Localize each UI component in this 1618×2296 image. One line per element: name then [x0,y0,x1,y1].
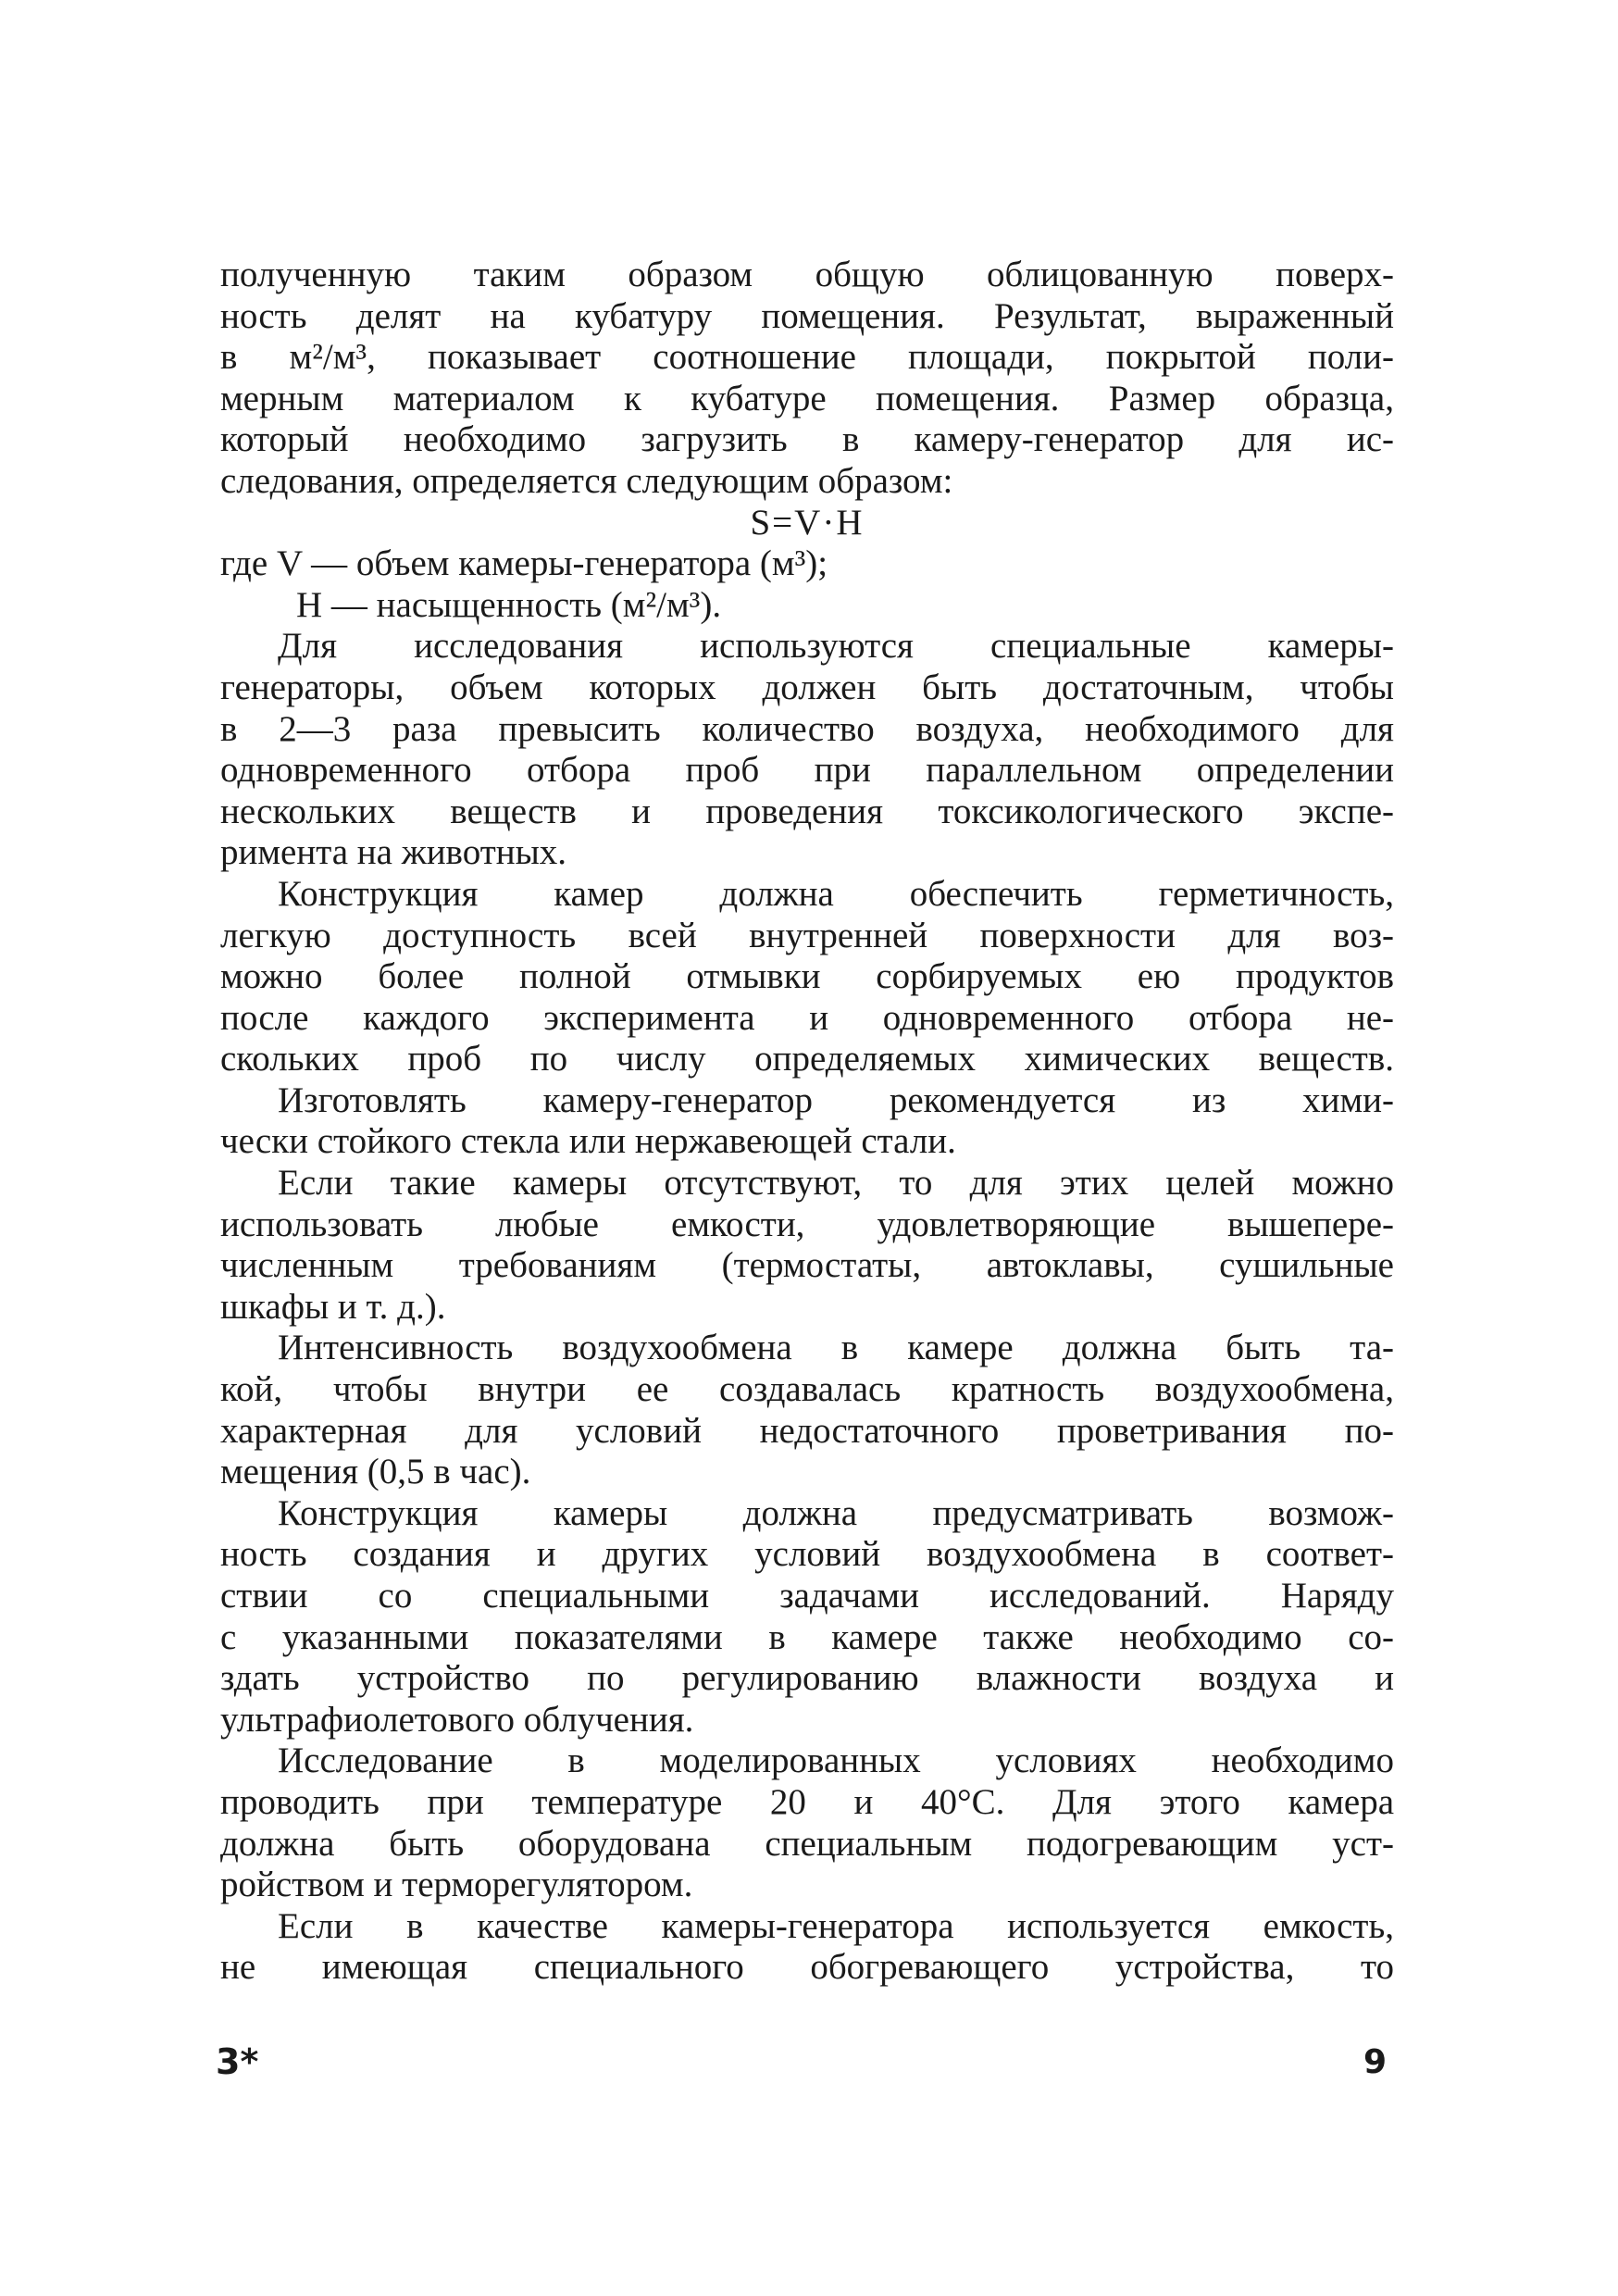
text-line: полученную таким образом общую облицованную поверх- [220,255,1394,294]
text-line: проводить при температуре 20 и 40°С. Для этого камера [220,1781,1394,1822]
text-line: ультрафиолетового облучения. [220,1699,694,1740]
text-line: чески стойкого стекла или нержавеющей стали. [220,1121,956,1162]
text-line: ствии со специальными задачами исследований. Наряду [220,1576,1394,1616]
text-line: одновременного отбора проб при параллельном определении [220,750,1394,791]
text-line: Изготовлять камеру-генератор рекомендуется из хими- [278,1079,1394,1120]
body-text [220,255,1394,1989]
text-line: кой, чтобы внутри ее создавалась кратность воздухообмена, [220,1369,1394,1410]
text-line: римента на животных. [220,832,567,873]
text-line: S=V·H [750,502,865,543]
text-line: Если в качестве камеры-генератора используется емкость, [278,1905,1394,1946]
text-line: Исследование в моделированных условиях необходимо [278,1741,1394,1781]
text-line: где V — объем камеры-генератора (м³); [220,543,828,584]
text-line: который необходимо загрузить в камеру-генератор для ис- [220,419,1394,460]
text-line: можно более полной отмывки сорбируемых ею продуктов [220,956,1394,997]
text-line: ность делят на кубатуру помещения. Результат, выраженный [220,295,1394,336]
text-line: не имеющая специального обогревающего устройства, то [220,1947,1394,1988]
text-line: мерным материалом к кубатуре помещения. Размер образца, [220,378,1394,418]
text-line: с указанными показателями в камере также необходимо со- [220,1616,1394,1657]
text-line: в 2—3 раза превысить количество воздуха, необходимого для [220,708,1394,749]
text-line: после каждого эксперимента и одновременного отбора не- [220,997,1394,1038]
text-line: легкую доступность всей внутренней поверхности для воз- [220,915,1394,955]
text-line: характерная для условий недостаточного проветривания по- [220,1410,1394,1451]
text-line: ность создания и других условий воздухообмена в соответ- [220,1534,1394,1575]
text-line: H — насыщенность (м²/м³). [296,584,722,625]
text-line: должна быть оборудована специальным подогревающим уст- [220,1823,1394,1864]
text-line: Если такие камеры отсутствуют, то для этих целей можно [278,1163,1394,1204]
text-line: здать устройство по регулированию влажности воздуха и [220,1658,1394,1699]
text-line: Конструкция камеры должна предусматривать возмож- [278,1492,1394,1533]
text-line: шкафы и т. д.). [220,1286,446,1327]
text-line: скольких проб по числу определяемых химических веществ. [220,1039,1394,1079]
text-line: мещения (0,5 в час). [220,1452,531,1492]
text-line: генераторы, объем которых должен быть достаточным, чтобы [220,667,1394,707]
printer-signature-mark: 3* [216,2041,259,2082]
text-line: следования, определяется следующим образом: [220,460,953,501]
text-line: численным требованиям (термостаты, автоклавы, сушильные [220,1245,1394,1286]
text-line: Интенсивность воздухообмена в камере должна быть та- [278,1328,1394,1368]
text-line: нескольких веществ и проведения токсикологического экспе- [220,791,1394,831]
page-number: 9 [1363,2043,1388,2081]
text-line: в м²/м³, показывает соотношение площади, покрытой поли- [220,337,1394,378]
text-line: использовать любые емкости, удовлетворяющие вышепере- [220,1204,1394,1244]
text-line: ройством и терморегулятором. [220,1865,693,1905]
text-line: Конструкция камер должна обеспечить герметичность, [278,873,1394,914]
text-line: Для исследования используются специальные камеры- [278,626,1394,667]
